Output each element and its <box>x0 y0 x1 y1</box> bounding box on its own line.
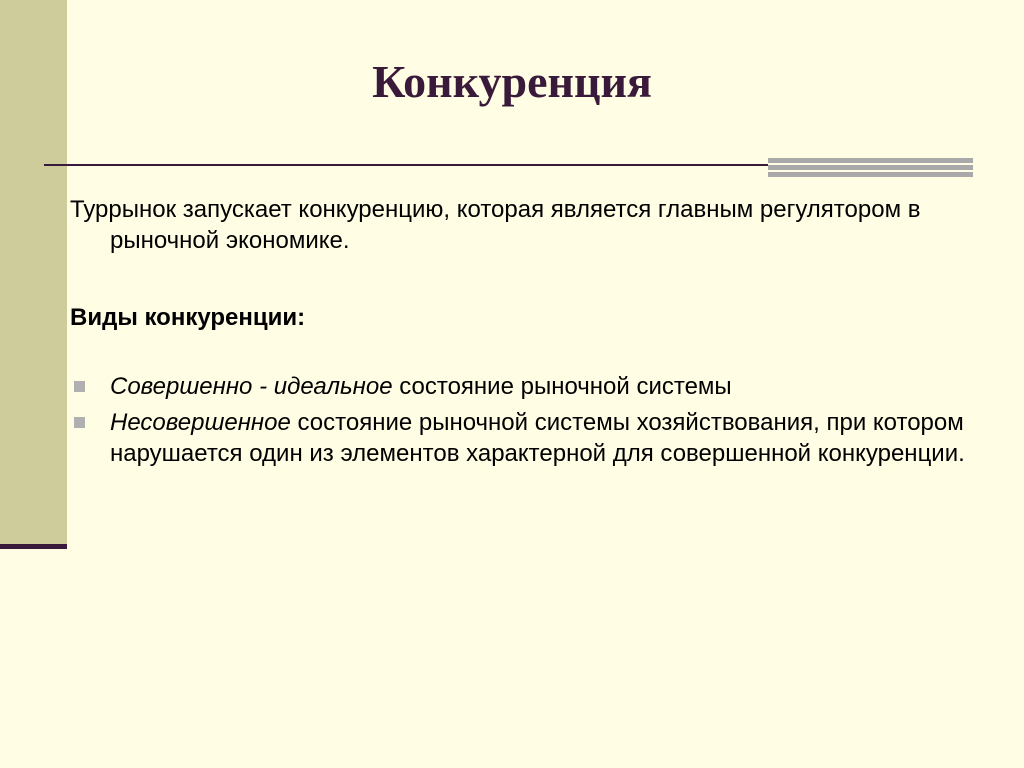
square-bullet-icon <box>74 417 85 428</box>
bullet-text: состояние рыночной системы хозяйствования, при котором нарушается один из элементов характерной для совершенной конкуренции. <box>110 409 965 467</box>
list-item <box>70 371 970 402</box>
bullet-emphasis: Совершенно - идеальное <box>110 373 393 400</box>
bullet-list <box>70 371 970 469</box>
slide-title: Конкуренция <box>372 56 652 107</box>
intro-paragraph: Туррынок запускает конкуренцию, которая является главным регулятором в рыночной экономике. <box>70 196 921 254</box>
title-divider <box>44 164 768 166</box>
bullet-emphasis: Несовершенное <box>110 409 291 436</box>
bullet-text: состояние рыночной системы <box>392 373 732 400</box>
list-item <box>70 407 970 469</box>
subheading: Виды конкуренции: <box>70 304 306 331</box>
title-accent-stripes <box>768 158 973 178</box>
side-decoration-line <box>0 544 67 549</box>
square-bullet-icon <box>74 381 85 392</box>
slide-body <box>70 194 970 474</box>
